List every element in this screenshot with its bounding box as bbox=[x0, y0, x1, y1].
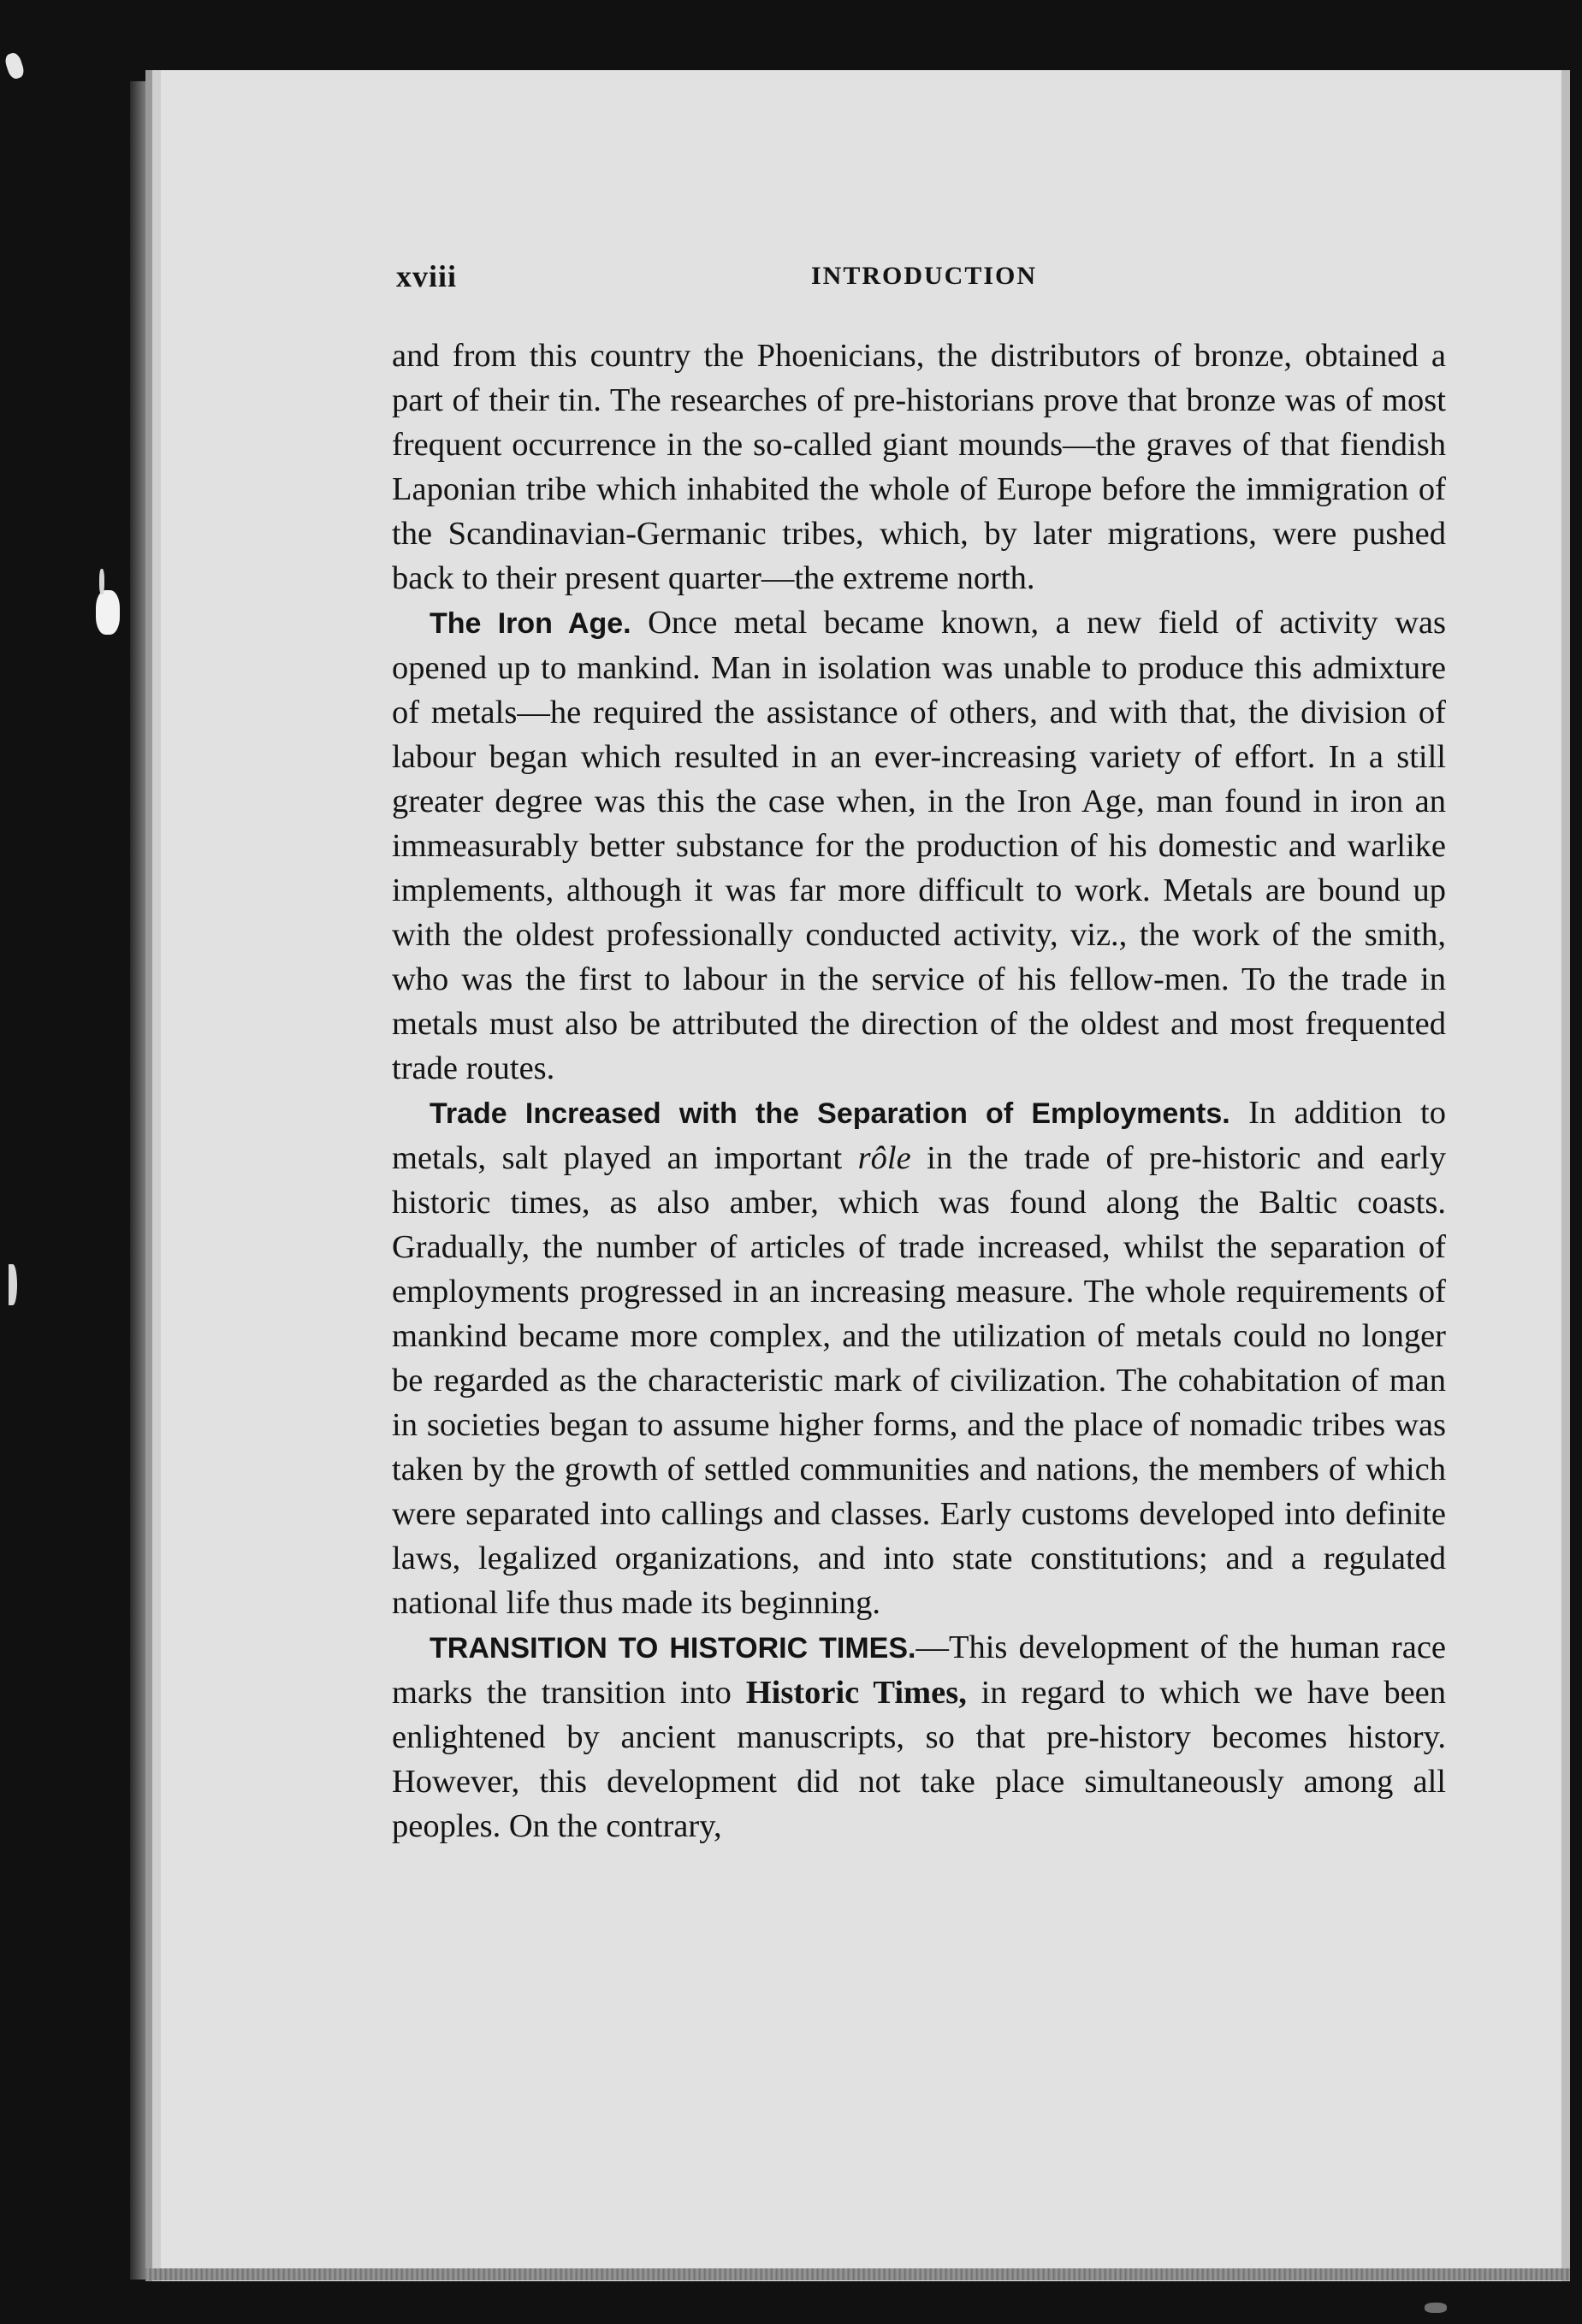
margin-speck bbox=[3, 51, 26, 80]
section-heading-trade: Trade Increased with the Separation of Employments. bbox=[430, 1097, 1230, 1130]
page-left-edge bbox=[130, 81, 145, 2280]
section-heading-transition: TRANSITION TO HISTORIC TIMES. bbox=[430, 1632, 916, 1665]
page-bottom-edge bbox=[145, 2268, 1570, 2280]
margin-speck bbox=[99, 569, 104, 594]
margin-speck bbox=[9, 1264, 17, 1305]
paragraph-text: —This development of the human race marks the transition into bbox=[392, 1629, 1446, 1711]
paragraph-text: and from this country the Phoenicians, the distributors of bronze, obtained a part of their tin. The researches of pre-historians prove that bronze was of most frequent occurrence in the so-called giant mounds—the graves of that fiendish Laponian tribe which inhabited the whole of Europe before the immigration of the Scandinavian-Germanic tribes, which, by later migrations, were pushed back to their present quarter—the extreme north. bbox=[392, 338, 1446, 596]
margin-speck bbox=[96, 590, 120, 635]
paragraph-transition bbox=[392, 1625, 1446, 1848]
paragraph-text: In addition to metals, salt played an important bbox=[392, 1095, 1447, 1176]
running-title: INTRODUCTION bbox=[811, 262, 1038, 290]
paragraph-iron-age bbox=[392, 600, 1446, 1091]
paragraph-trade bbox=[392, 1091, 1446, 1625]
paragraph-text: in regard to which we have been enlightened by ancient manuscripts, so that pre-history becomes history. However, this development did not take place simultaneously among all peoples. On the contrary, bbox=[392, 1675, 1447, 1844]
page-number: xviii bbox=[396, 259, 458, 293]
body-text bbox=[392, 334, 1446, 1848]
paragraph-bronze bbox=[392, 334, 1446, 600]
bold-phrase: Historic Times, bbox=[745, 1675, 967, 1711]
margin-speck bbox=[1425, 2303, 1447, 2313]
running-head bbox=[396, 258, 1442, 301]
paragraph-text: Once metal became known, a new field of activity was opened up to mankind. Man in isolation was unable to produce this admixture of metals—he required the assistance of others, and with that, the division of labour began which resulted in an ever-increasing variety of effort. In a still greater degree was this the case when, in the Iron Age, man found in iron an immeasurably better substance for the production of his domestic and warlike implements, although it was far more difficult to work. Metals are bound up with the oldest professionally conducted activity, viz., the work of the smith, who was the first to labour in the service of his fellow-men. To the trade in metals must also be attributed the direction of the oldest and most frequented trade routes. bbox=[392, 605, 1446, 1086]
section-heading-iron-age: The Iron Age. bbox=[430, 607, 631, 640]
paragraph-text: in the trade of pre-historic and early historic times, as also amber, which was found along the Baltic coasts. Gradually, the number of articles of trade increased, whilst the separation of employments progressed in an increasing measure. The whole requirements of mankind became more complex, and the utilization of metals could no longer be regarded as the characteristic mark of civilization. The cohabitation of man in societies began to assume higher forms, and the place of nomadic tribes was taken by the growth of settled communities and nations, the members of which were separated into callings and classes. Early customs developed into definite laws, legalized organizations, and into state constitutions; and a regulated national life thus made its beginning. bbox=[392, 1140, 1447, 1621]
italic-word: rôle bbox=[857, 1140, 911, 1176]
